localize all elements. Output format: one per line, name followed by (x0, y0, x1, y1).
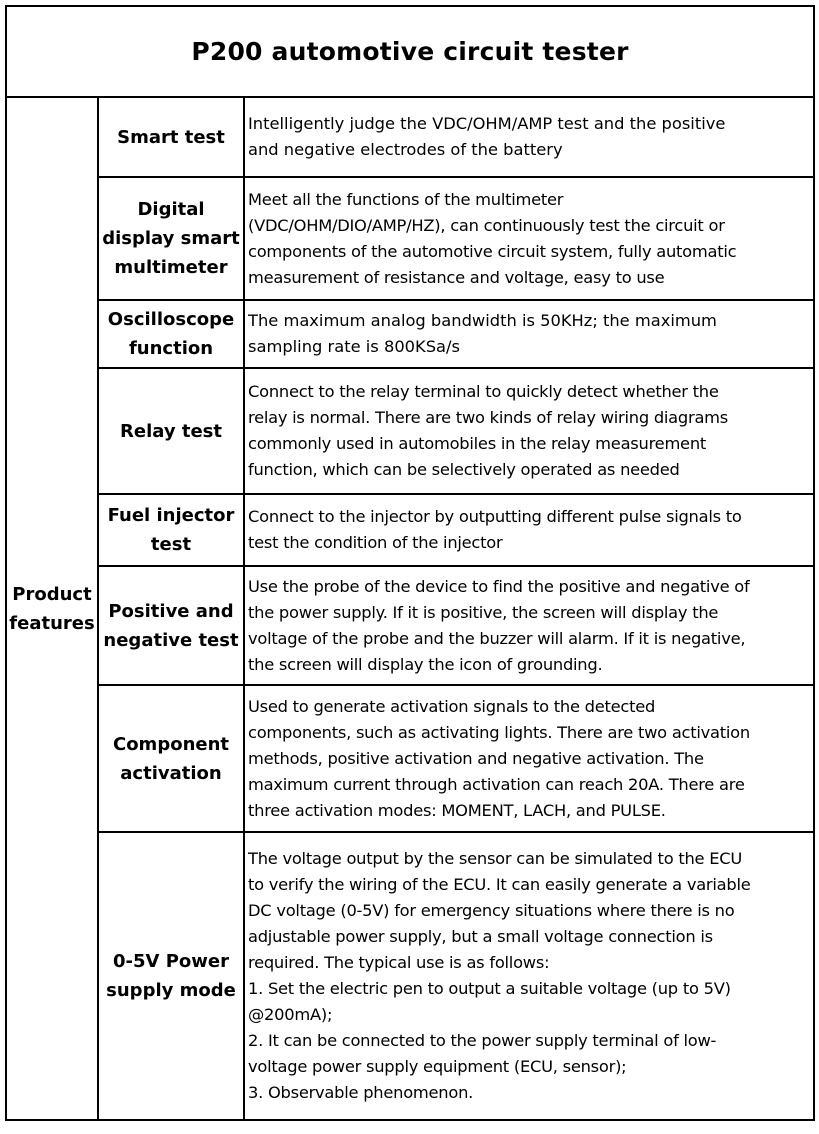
feature-row-digital-multimeter (99, 178, 813, 301)
feature-name: 0-5V Power supply mode (99, 833, 245, 1119)
feature-name: Relay test (99, 369, 245, 493)
product-features-label: Product features (7, 98, 99, 1119)
feature-row-power-supply (99, 833, 813, 1119)
table-title: P200 automotive circuit tester (7, 7, 813, 98)
feature-row-component-activation (99, 686, 813, 833)
feature-row-relay-test (99, 369, 813, 495)
feature-description: Used to generate activation signals to the detected components, such as activating lights. There are two activation methods, positive activation and negative activation. The maximum current through activation can reach 20A. There are three activation modes: MOMENT, LACH, and PULSE. (248, 696, 750, 820)
feature-name: Oscilloscope function (99, 301, 245, 367)
feature-description: Connect to the injector by outputting different pulse signals to test the condition of the injector (248, 507, 742, 552)
feature-description: The maximum analog bandwidth is 50KHz; the maximum sampling rate is 800KSa/s (248, 311, 717, 356)
feature-row-smart-test (99, 98, 813, 178)
feature-row-oscilloscope (99, 301, 813, 369)
feature-name: Smart test (99, 98, 245, 176)
feature-description: Connect to the relay terminal to quickly detect whether the relay is normal. There are two kinds of relay wiring diagrams commonly used in automobiles in the relay measurement function, which can be selectively operated as needed (248, 382, 729, 479)
feature-name: Positive and negative test (99, 567, 245, 684)
feature-description: Meet all the functions of the multimeter (VDC/OHM/DIO/AMP/HZ), can continuously test the circuit or components of the automotive circuit system, fully automatic measurement of resistance and voltage, easy to use (248, 189, 737, 287)
feature-name: Fuel injector test (99, 495, 245, 565)
feature-description: Intelligently judge the VDC/OHM/AMP test and the positive and negative electrodes of the battery (248, 114, 726, 159)
feature-row-positive-negative (99, 567, 813, 686)
spec-table (5, 5, 815, 1121)
feature-name: Component activation (99, 686, 245, 831)
feature-row-fuel-injector (99, 495, 813, 567)
feature-description: Use the probe of the device to find the positive and negative of the power supply. If it is positive, the screen will display the voltage of the probe and the buzzer will alarm. If it is negative, the screen will display the icon of grounding. (248, 576, 750, 674)
feature-description: The voltage output by the sensor can be simulated to the ECU to verify the wiring of the ECU. It can easily generate a variable DC voltage (0-5V) for emergency situations where there is no adjustable power supply, but a small voltage connection is required. The typical use is as follows: 1. Set the electric pen to output a suitable voltage (up to 5V) @200mA); 2. It can be connected to the power supply terminal of low- voltage power supply equipment (ECU, sensor); 3. Observable phenomenon. (248, 849, 751, 1102)
feature-name: Digital display smart multimeter (99, 178, 245, 299)
